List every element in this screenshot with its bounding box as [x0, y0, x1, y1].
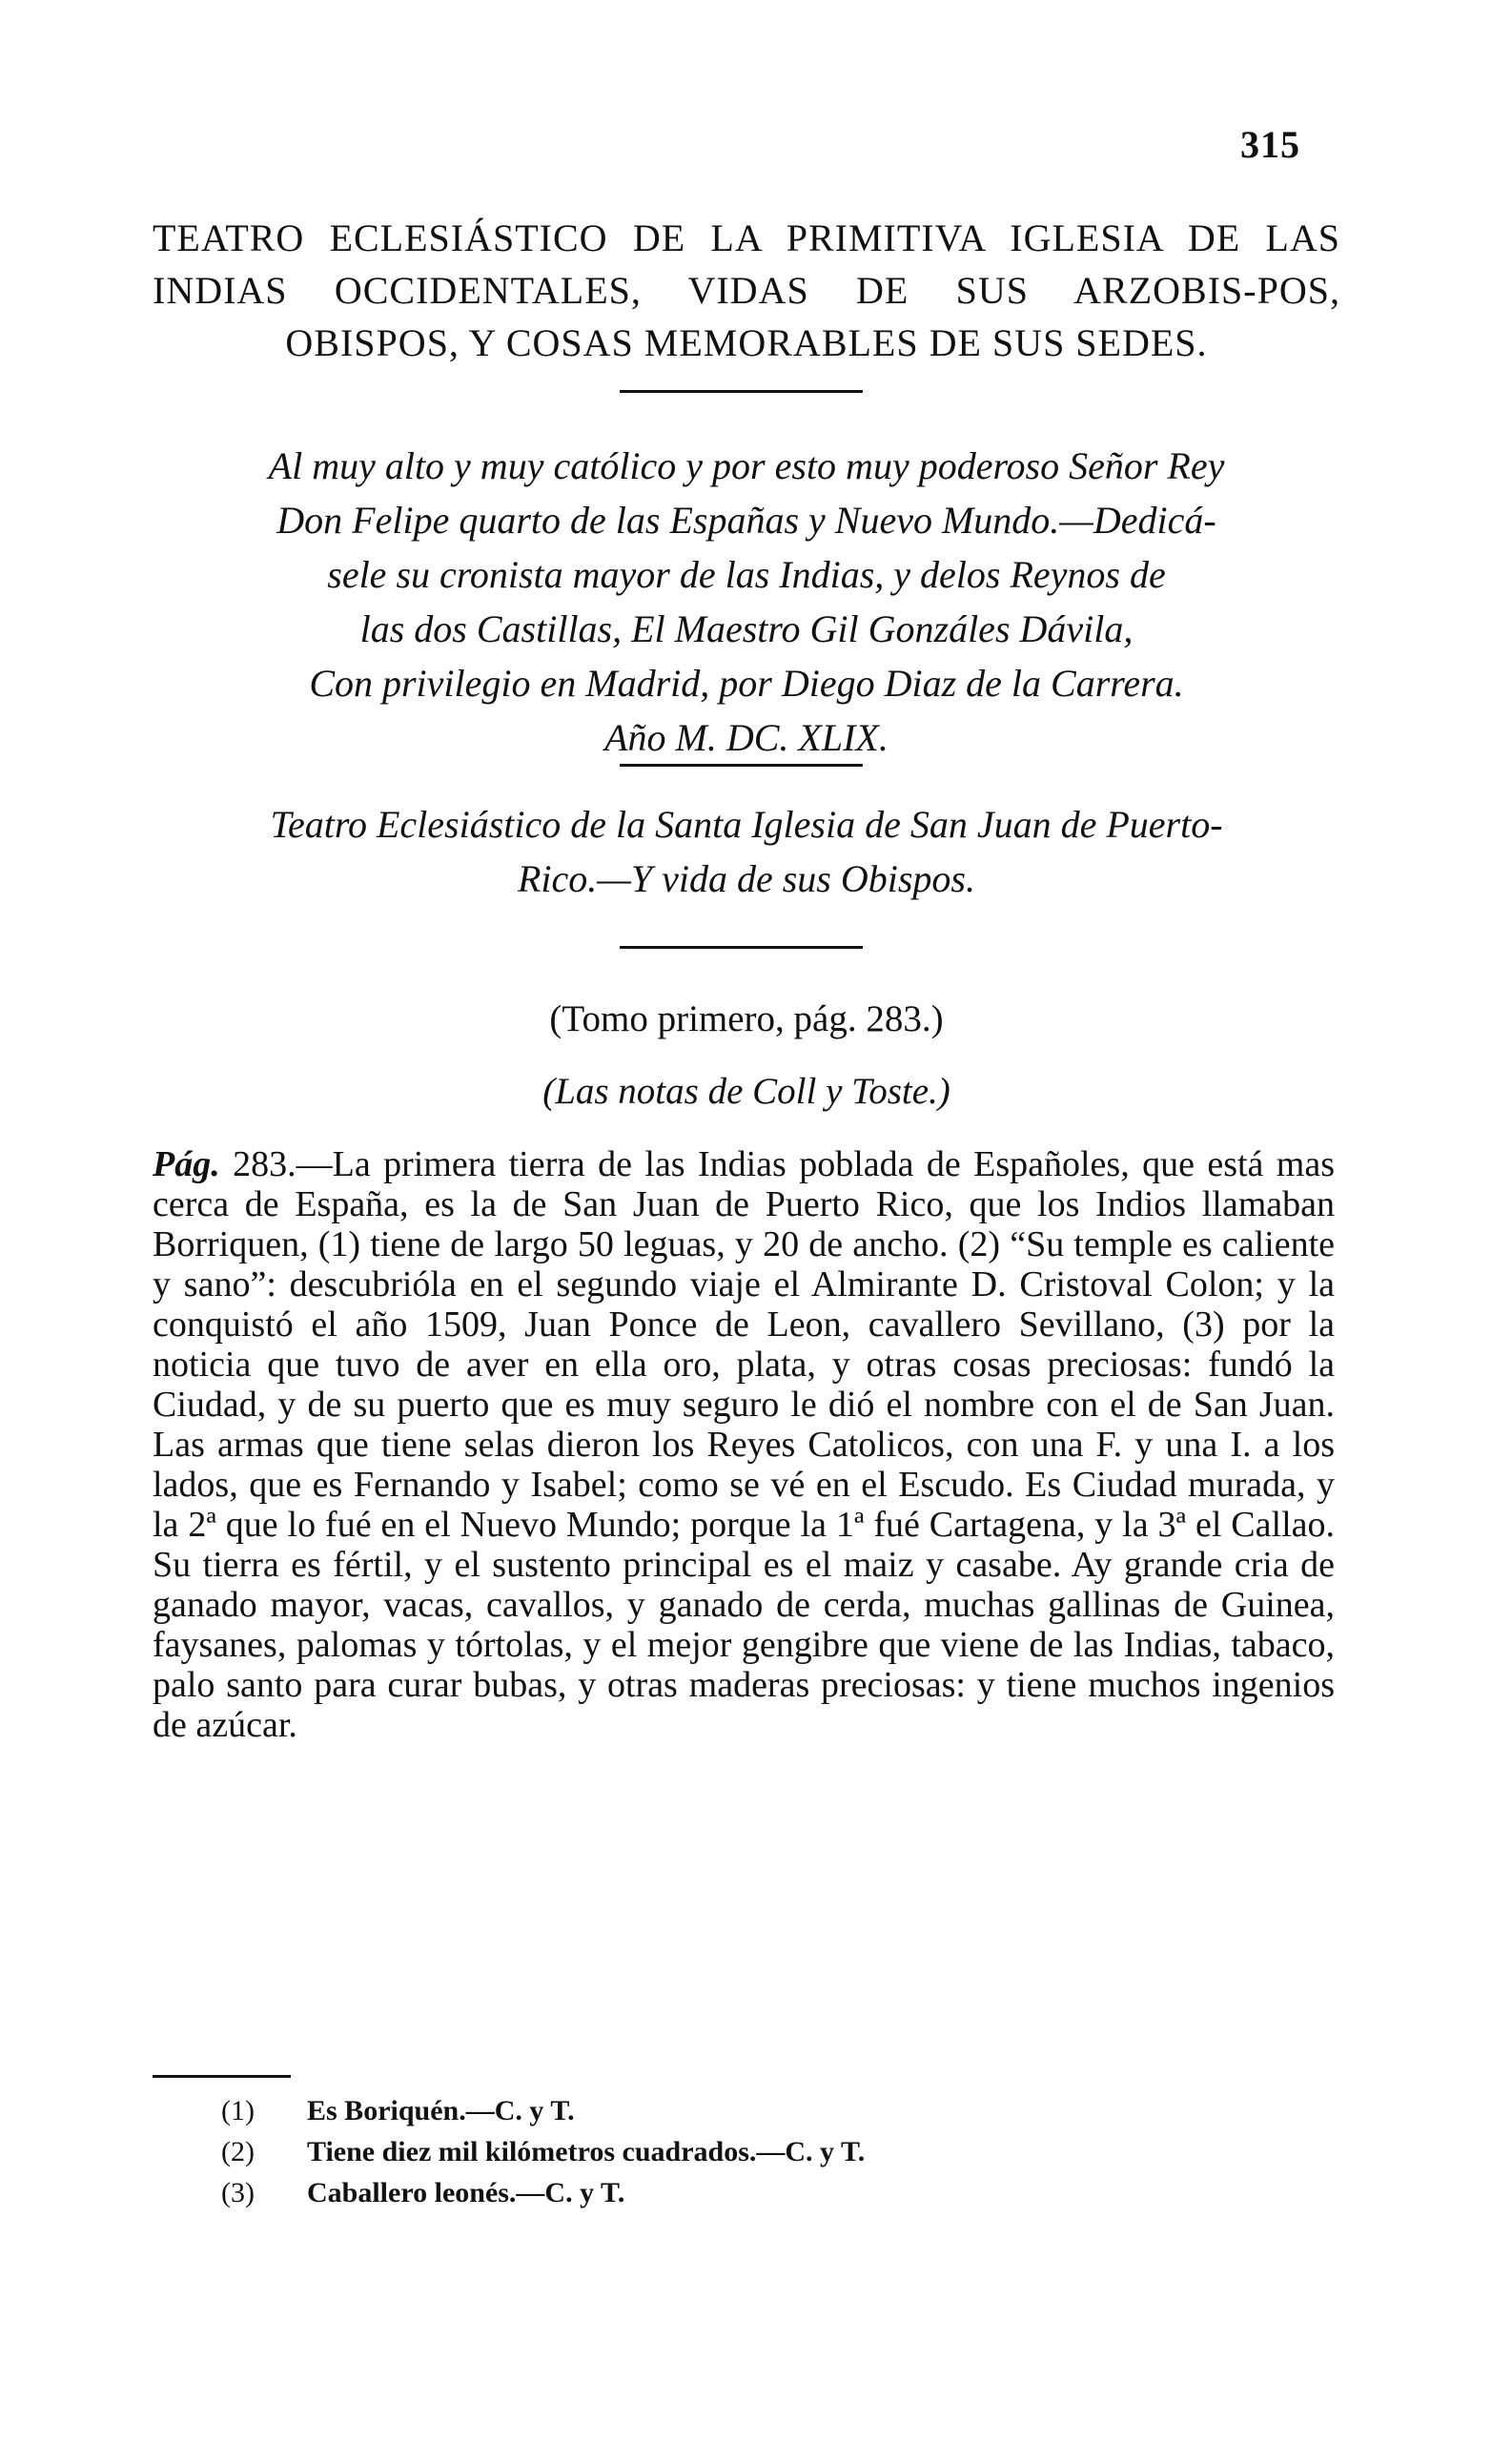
title-divider [620, 390, 863, 393]
dedication [153, 439, 1340, 765]
footnote-number: (1) [221, 2095, 255, 2126]
dedication-line: Año M. DC. XLIX. [604, 716, 889, 759]
dedication-line: sele su cronista mayor de las Indias, y delos Reynos de [327, 553, 1166, 596]
footnote-number: (2) [221, 2136, 255, 2167]
notes-attribution: (Las notas de Coll y Toste.) [542, 1071, 950, 1112]
document-title: TEATRO ECLESIÁSTICO DE LA PRIMITIVA IGLESIA DE LAS INDIAS OCCIDENTALES, VIDAS DE SUS ARZOBIS-POS, OBISPOS, Y COSAS MEMORABLES DE SUS SEDES. [153, 216, 1340, 364]
footnote [221, 2172, 865, 2213]
dedication-line: Con privilegio en Madrid, por Diego Diaz de la Carrera. [309, 662, 1184, 705]
footnote-number: (3) [221, 2177, 255, 2208]
footnote-divider [153, 2075, 291, 2078]
body-text: 283.—La primera tierra de las Indias poblada de Españoles, que está mas cerca de España, es la de San Juan de Puerto Rico, que los Indios llamaban Borriquen, (1) tiene de largo 50 leguas, y 20 de ancho. (2) “Su temple es caliente y sano”: descubrióla en el segundo viaje el Almirante D. Cristoval Colon; y la conquistó el año 1509, Juan Ponce de Leon, cavallero Sevillano, (3) por la noticia que tuvo de aver en ella oro, plata, y otras cosas preciosas: fundó la Ciudad, y de su puerto que es muy seguro le dió el nombre con el de San Juan. Las armas que tiene selas dieron los Reyes Catolicos, con una F. y una I. a los lados, que es Fernando y Isabel; como se vé en el Escudo. Es Ciudad murada, y la 2ª que lo fué en el Nuevo Mundo; porque la 1ª fué Cartagena, y la 3ª el Callao. Su tierra es fértil, y el sustento principal es el maiz y casabe. Ay grande cria de ganado mayor, vacas, cavallos, y ganado de cerda, muchas gallinas de Guinea, faysanes, palomas y tórtolas, y el mejor gengibre que viene de las Indias, tabaco, palo santo para curar bubas, y otras maderas preciosas: y tiene muchos ingenios de azúcar. [153, 1144, 1336, 1745]
section-title-line: Rico.—Y vida de sus Obispos. [518, 857, 975, 900]
page-ref-label: Pág. [153, 1144, 220, 1184]
page-number: 315 [1240, 123, 1300, 166]
section-title [153, 797, 1340, 906]
footnote-text: Caballero leonés.—C. y T. [307, 2177, 625, 2208]
footnotes [221, 2090, 865, 2213]
footnote [221, 2090, 865, 2131]
volume-reference: (Tomo primero, pág. 283.) [549, 998, 944, 1039]
footnote-text: Es Boriquén.—C. y T. [307, 2095, 575, 2126]
section-divider [620, 946, 863, 949]
footnote-text: Tiene diez mil kilómetros cuadrados.—C. y T. [307, 2136, 866, 2167]
body-paragraph [153, 1144, 1335, 1745]
dedication-line: Don Felipe quarto de las Españas y Nuevo Mundo.—Dedicá- [276, 499, 1216, 542]
dedication-line: Al muy alto y muy católico y por esto muy poderoso Señor Rey [268, 444, 1225, 487]
dedication-divider [620, 764, 863, 767]
section-title-line: Teatro Eclesiástico de la Santa Iglesia de San Juan de Puerto- [270, 803, 1223, 846]
footnote [221, 2131, 865, 2172]
dedication-line: las dos Castillas, El Maestro Gil Gonzáles Dávila, [359, 607, 1134, 650]
